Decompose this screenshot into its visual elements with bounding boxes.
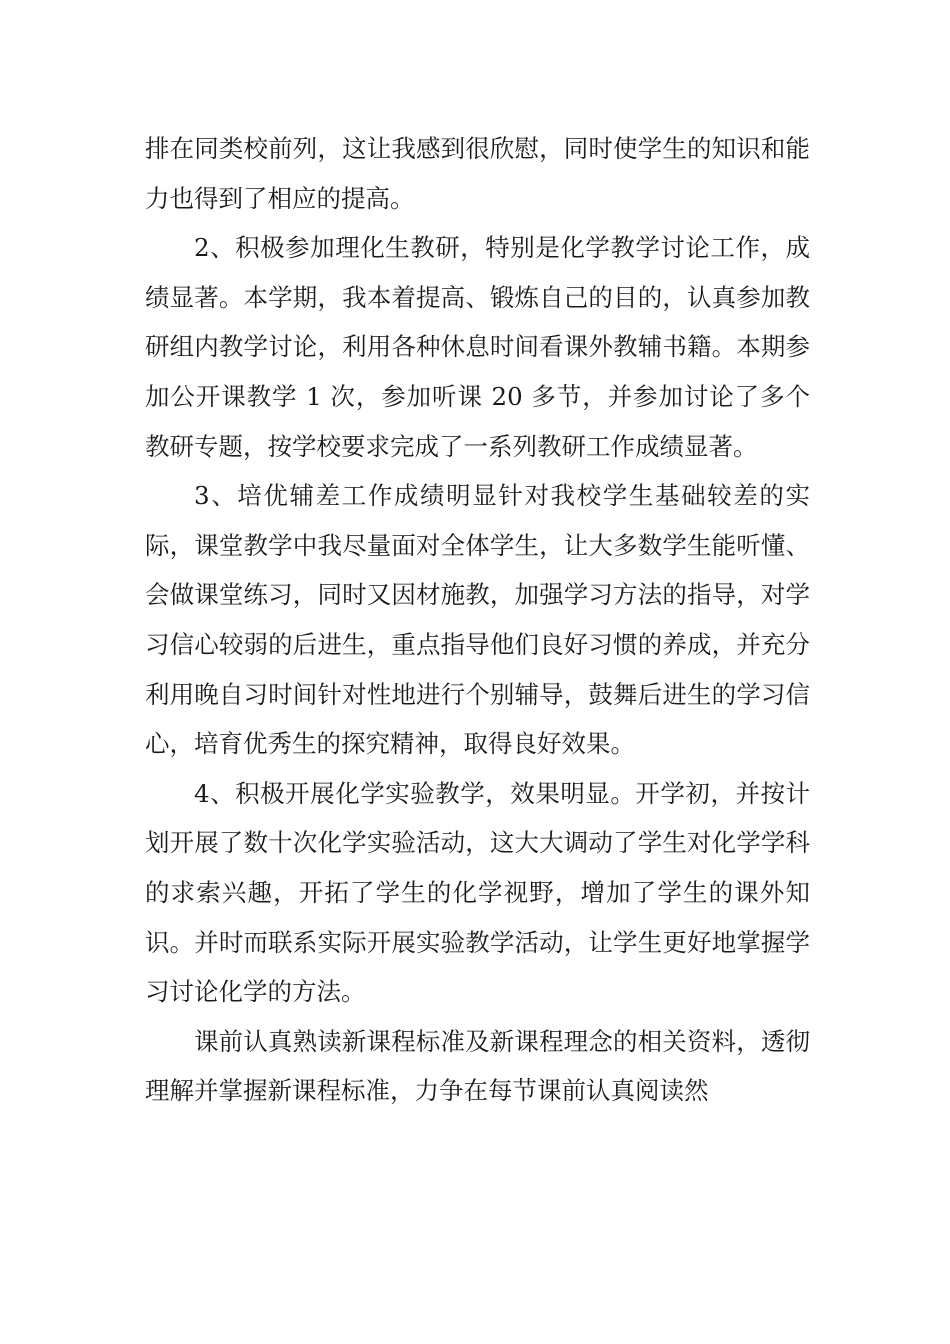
document-body	[145, 124, 810, 1116]
paragraph-tutoring: 3、培优辅差工作成绩明显针对我校学生基础较差的实际，课堂教学中我尽量面对全体学生，让大多数学生能听懂、会做课堂练习，同时又因材施教，加强学习方法的指导，对学习信心较弱的后进生，重点指导他们良好习惯的养成，并充分利用晚自习时间针对性地进行个别辅导，鼓舞后进生的学习信心，培育优秀生的探究精神，取得良好效果。	[145, 481, 810, 759]
paragraph-continuation: 排在同类校前列，这让我感到很欣慰，同时使学生的知识和能力也得到了相应的提高。	[145, 134, 810, 213]
paragraph-lesson-preparation: 课前认真熟读新课程标准及新课程理念的相关资料，透彻理解并掌握新课程标准，力争在每节课前认真阅读然	[145, 1026, 810, 1106]
paragraph-experiment-teaching: 4、积极开展化学实验教学，效果明显。开学初，并按计划开展了数十次化学实验活动，这大大调动了学生对化学学科的求索兴趣，开拓了学生的化学视野，增加了学生的课外知识。并时而联系实际开展实验教学活动，让学生更好地掌握学习讨论化学的方法。	[145, 778, 810, 1007]
paragraph-teaching-research: 2、积极参加理化生教研，特别是化学教学讨论工作，成绩显著。本学期，我本着提高、锻炼自己的目的，认真参加教研组内教学讨论，利用各种休息时间看课外教辅书籍。本期参加公开课教学 1 次，参加听课 20 多节，并参加讨论了多个教研专题，按学校要求完成了一系列教研工作成绩显著。	[145, 233, 810, 461]
